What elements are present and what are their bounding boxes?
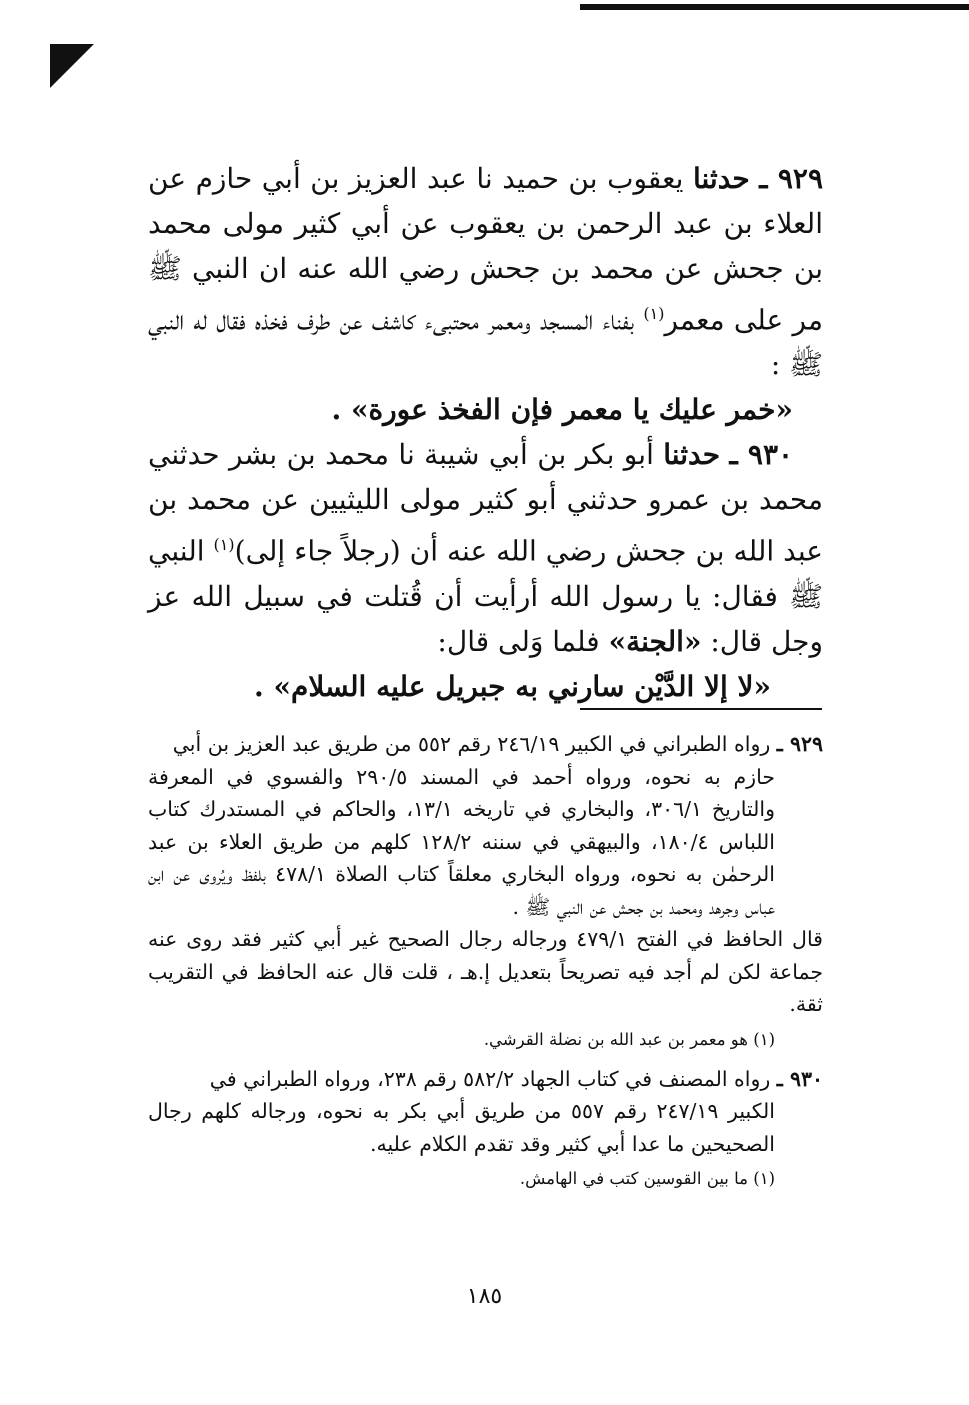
hadith-answer: «الجنة» — [608, 624, 702, 658]
footnote-929: (١) هو معمر بن عبد الله بن نضلة القرشي. — [483, 1029, 775, 1049]
hadith-text-continued: بفناء المسجد ومعمر محتبىء كاشف عن طرف فخذه فقال له النبي ﷺ : — [148, 303, 823, 382]
corner-triangle-mark — [50, 44, 94, 88]
note-text: الكبير ٢٤٧/١٩ رقم ٥٥٧ من طريق أبي بكر به نحوه، ورجاله كلهم رجال الصحيحين ما عدا أبي كثير وقد تقدم الكلام عليه. — [148, 1099, 775, 1156]
hadith-keyword: حدثنا — [692, 162, 750, 195]
note-929 — [148, 728, 823, 923]
note-text: حازم به نحوه، ورواه أحمد في المسند ٢٩٠/٥ والفسوي في المعرفة والتاريخ ٣٠٦/١، والبخاري في تاريخه ١٣/١، والحاكم في المستدرك كتاب اللباس ١٨٠/٤، والبيهقي في سننه ١٢٨/٢ كلهم من طريق العلاء بن عبد الرحمٰن به نحوه، ورواه البخاري معلقاً كتاب الصلاة ٤٧٨/١ بلفظ ويُروى عن ابن عباس وجرهد ومحمد بن جحش عن النبي ﷺ . — [148, 764, 775, 919]
note-line: رواه المصنف في كتاب الجهاد ٥٨٢/٢ رقم ٢٣٨، ورواه الطبراني في — [209, 1066, 771, 1091]
note-930 — [148, 1063, 823, 1161]
hadith-number: ٩٣٠ ـ — [729, 438, 794, 472]
hadith-text-tail: فلما وَلى قال: — [437, 624, 600, 658]
page-number: ١٨٥ — [466, 1284, 503, 1309]
main-text — [148, 156, 823, 709]
hadith-keyword: حدثنا — [663, 438, 721, 472]
note-line: رواه الطبراني في الكبير ٢٤٦/١٩ رقم ٥٥٢ من طريق عبد العزيز بن أبي — [172, 732, 771, 756]
footnote-ref: (١) — [213, 535, 235, 555]
footnote-ref: (١) — [643, 304, 665, 323]
hadith-number: ٩٢٩ ـ — [759, 162, 823, 195]
hadith-quote: «لا إلا الدَّيْن سارني به جبريل عليه السلام» . — [254, 669, 771, 703]
hadith-quote: «خمر عليك يا معمر فإن الفخذ عورة» . — [331, 393, 793, 427]
note-number: ٩٢٩ ـ — [776, 732, 823, 756]
hadith-text: يعقوب بن حميد نا عبد العزيز بن أبي حازم عن العلاء بن عبد الرحمن بن يعقوب عن أبي كثير مولى محمد بن جحش عن محمد بن جحش رضي الله عنه ان النبي ﷺ مر على معمر — [148, 162, 823, 337]
hadith-text: أبو بكر بن أبي شيبة نا محمد بن بشر حدثني محمد بن عمرو حدثني أبو كثير مولى الليثيين عن محمد بن عبد الله بن جحش رضي الله عنه أن (رجلاً جاء إلى) — [148, 438, 823, 568]
note-929-para2: قال الحافظ في الفتح ٤٧٩/١ ورجاله رجال الصحيح غير أبي كثير فقد روى عنه جماعة لكن لم أجد فيه تصريحاً بتعديل إ.هـ ، قلت قال عنه الحافظ في التقريب ثقة. — [148, 927, 823, 1016]
hadith-929 — [148, 156, 823, 387]
top-edge-rule — [580, 4, 969, 10]
hadith-930 — [148, 432, 823, 663]
notes-divider — [580, 708, 822, 710]
note-number: ٩٣٠ ـ — [776, 1066, 823, 1091]
footnote-930: (١) ما بين القوسين كتب في الهامش. — [519, 1169, 775, 1188]
notes-section — [148, 728, 823, 1202]
hadith-text-continued: النبي ﷺ فقال: يا رسول الله أرأيت أن قُتلت في سبيل الله عز وجل قال: — [148, 534, 823, 658]
